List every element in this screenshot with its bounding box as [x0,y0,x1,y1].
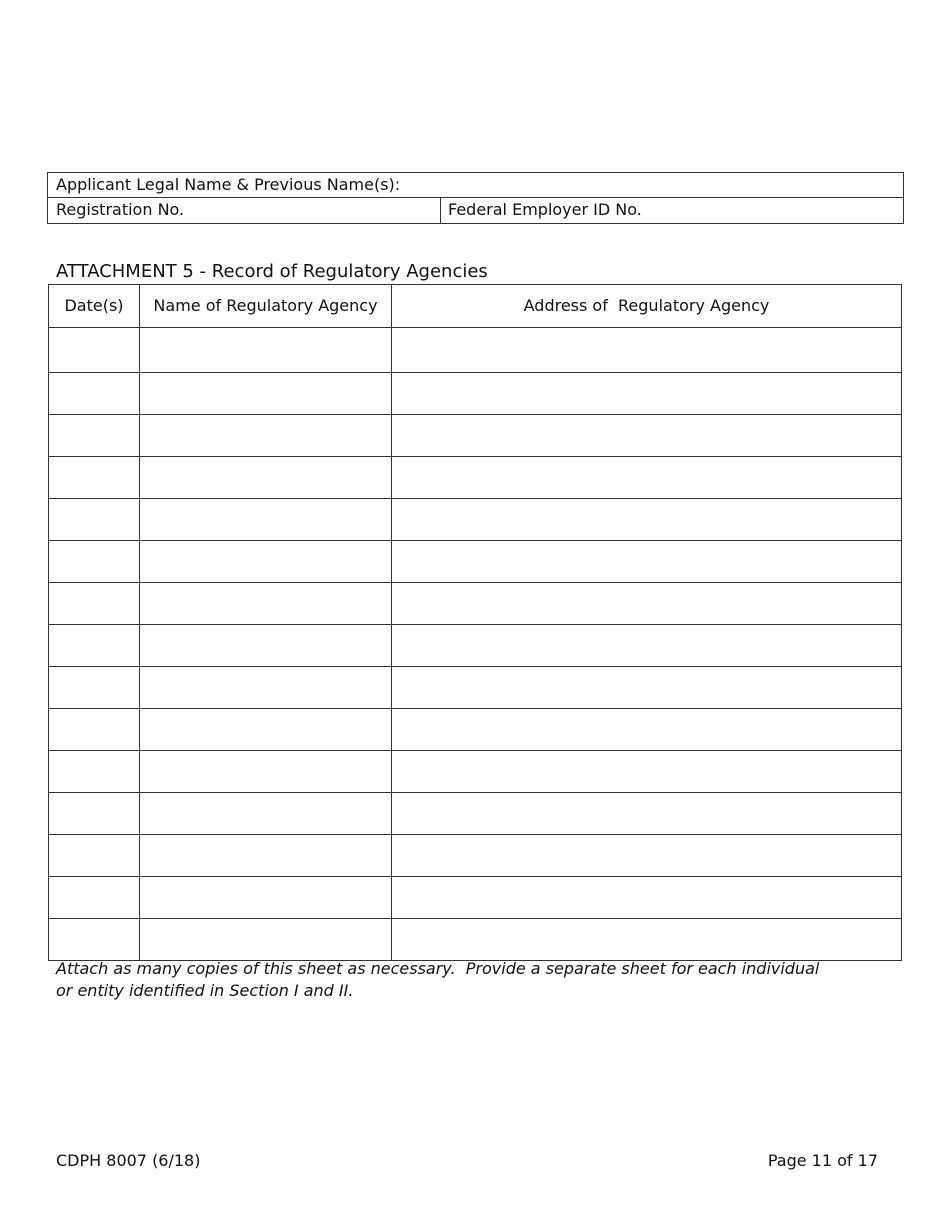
agency-address-cell[interactable] [392,793,902,835]
agency-address-cell[interactable] [392,541,902,583]
agency-name-cell[interactable] [140,625,392,667]
agency-name-cell[interactable] [140,373,392,415]
agency-address-cell[interactable] [392,583,902,625]
table-row [49,541,902,583]
table-row [49,583,902,625]
agency-name-cell[interactable] [140,709,392,751]
agency-name-cell[interactable] [140,793,392,835]
agency-address-cell[interactable] [392,919,902,961]
agency-address-cell[interactable] [392,835,902,877]
date-cell[interactable] [49,751,140,793]
table-row [49,328,902,373]
date-cell[interactable] [49,667,140,709]
table-row [49,919,902,961]
date-cell[interactable] [49,877,140,919]
table-row [49,835,902,877]
agency-address-cell[interactable] [392,415,902,457]
attachment-title: ATTACHMENT 5 - Record of Regulatory Agencies [56,261,488,282]
column-header-dates: Date(s) [49,285,140,328]
agency-address-cell[interactable] [392,373,902,415]
page-number: Page 11 of 17 [767,1151,878,1170]
date-cell[interactable] [49,625,140,667]
agency-name-cell[interactable] [140,328,392,373]
column-header-agency-name: Name of Regulatory Agency [140,285,392,328]
agency-address-cell[interactable] [392,625,902,667]
table-row [49,499,902,541]
table-row [49,667,902,709]
date-cell[interactable] [49,583,140,625]
date-cell[interactable] [49,415,140,457]
column-header-agency-address: Address of Regulatory Agency [392,285,902,328]
agency-name-cell[interactable] [140,499,392,541]
date-cell[interactable] [49,793,140,835]
agency-name-cell[interactable] [140,415,392,457]
applicant-name-row [48,173,903,198]
agency-address-cell[interactable] [392,709,902,751]
agency-address-cell[interactable] [392,457,902,499]
applicant-name-label: Applicant Legal Name & Previous Name(s): [56,175,401,194]
table-row [49,751,902,793]
agency-address-cell[interactable] [392,667,902,709]
form-id: CDPH 8007 (6/18) [56,1151,201,1170]
date-cell[interactable] [49,541,140,583]
agency-address-cell[interactable] [392,499,902,541]
instruction-line-2: or entity identified in Section I and II. [56,981,354,1000]
date-cell[interactable] [49,457,140,499]
date-cell[interactable] [49,835,140,877]
date-cell[interactable] [49,328,140,373]
registration-number-label: Registration No. [56,200,185,219]
agency-name-cell[interactable] [140,541,392,583]
agency-name-cell[interactable] [140,583,392,625]
instruction-note [56,958,906,1002]
table-row [49,625,902,667]
table-row [49,415,902,457]
applicant-info-box [47,172,904,224]
agency-address-cell[interactable] [392,877,902,919]
federal-employer-id-label: Federal Employer ID No. [448,200,642,219]
table-row [49,373,902,415]
instruction-line-1: Attach as many copies of this sheet as necessary. Provide a separate sheet for each individual [56,959,820,978]
date-cell[interactable] [49,373,140,415]
agency-name-cell[interactable] [140,667,392,709]
agency-name-cell[interactable] [140,457,392,499]
date-cell[interactable] [49,499,140,541]
table-row [49,877,902,919]
date-cell[interactable] [49,919,140,961]
agency-address-cell[interactable] [392,328,902,373]
agency-name-cell[interactable] [140,835,392,877]
agency-name-cell[interactable] [140,877,392,919]
table-row [49,457,902,499]
table-row [49,709,902,751]
date-cell[interactable] [49,709,140,751]
agency-address-cell[interactable] [392,751,902,793]
table-body [49,328,902,961]
table-row [49,793,902,835]
regulatory-agencies-table [48,284,902,961]
table-header-row [49,285,902,328]
agency-name-cell[interactable] [140,919,392,961]
agency-name-cell[interactable] [140,751,392,793]
